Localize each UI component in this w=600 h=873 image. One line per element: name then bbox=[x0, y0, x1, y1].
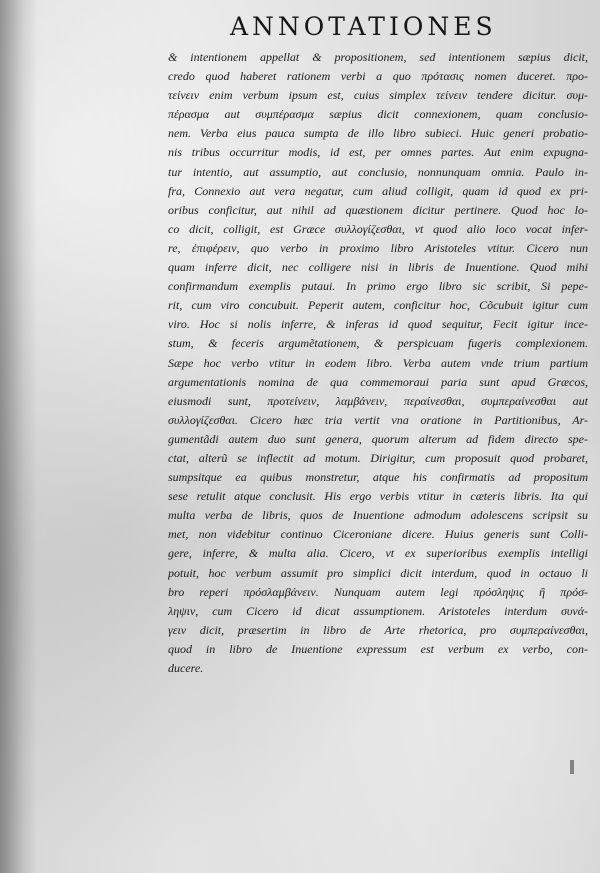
text-line: συλλογίζεσθαι. Cicero hæc tria vertit vna oratione in Partitionibus, Ar- bbox=[168, 412, 588, 427]
text-line: ducere. bbox=[168, 661, 204, 675]
text-line: gumentãdi autem duo sunt genera, quorum alterum ad fidem directo spe- bbox=[168, 431, 588, 446]
text-line: nem. Verba eius pauca sumpta de illo libro subieci. Huic generi probatio- bbox=[168, 126, 588, 141]
text-line: credo quod haberet rationem verbi a quo πρότασις nomen duceret. προ- bbox=[168, 69, 588, 84]
text-line: co dicit, colligit, est Græce συλλογίζεσθαι, vt quod alio loco vocat infer- bbox=[168, 221, 588, 236]
text-line: fra, Connexio aut vera negatur, cum aliud colligit, quam id quod ex pri- bbox=[168, 183, 588, 198]
text-line: Sæpe hoc verbo vtitur in eodem libro. Verba autem vnde trium partium bbox=[168, 355, 588, 370]
text-line: ctat, alterũ se inflectit ad motum. Dirigitur, cum proposuit quod probaret, bbox=[168, 450, 588, 465]
text-line: quod in libro de Inuentione expressum est verbum ex verbo, con- bbox=[168, 641, 588, 656]
text-line: potuit, hoc verbum assumit pro simplici dicit interdum, quod in octauo li bbox=[168, 565, 588, 580]
body-text bbox=[168, 48, 588, 678]
text-line: γειν dicit, præsertim in libro de Arte rhetorica, pro συμπεραίνεσθαι, bbox=[168, 622, 588, 637]
text-line: ληψιν, cum Cicero id dicat assumptionem. Aristoteles interdum συνά- bbox=[168, 603, 588, 618]
text-line: πέρασμα aut συμπέρασμα sæpius dicit connexionem, quam conclusio- bbox=[168, 107, 588, 122]
text-line: sese retulit atque conclusit. His ergo verbis vtitur in cæteris libris. Ita qui bbox=[168, 489, 588, 504]
text-line: oribus conficitur, aut nihil ad quæstionem dicitur pertinere. Quod hoc lo- bbox=[168, 202, 588, 217]
text-line: quam inferre dicit, nec colligere nisi in libris de Inuentione. Quod mihi bbox=[168, 260, 588, 275]
text-line: multa verba de libris, quos de Inuentione admodum adolescens scripsit su bbox=[168, 508, 588, 523]
text-line: met, non videbitur continuo Ciceroniane dicere. Huius generis sunt Colli- bbox=[168, 527, 588, 542]
running-head: ANNOTATIONES bbox=[230, 12, 497, 41]
text-line: tur intentio, aut assumptio, aut conclusio, nonnunquam omnia. Paulo in- bbox=[168, 164, 588, 179]
text-line: & intentionem appellat & propositionem, sed intentionem sæpius dicit, bbox=[168, 50, 588, 64]
text-line: stum, & feceris argumẽtationem, & perspicuam fugeris complexionem. bbox=[168, 336, 588, 351]
text-line: re, ἐπιφέρειν, quo verbo in proximo libro Aristoteles vtitur. Cicero nun bbox=[168, 240, 588, 255]
text-line: bro reperi πρόσλαμβάνειν. Nunquam autem legi πρόσληψις ἢ πρόσ- bbox=[168, 584, 588, 599]
text-line: argumentationis nomina de qua commemoraui paria sunt apud Græcos, bbox=[168, 374, 588, 389]
text-line: rit, cum viro concubuit. Peperit autem, conficitur hoc, Cõcubuit igitur cum bbox=[168, 298, 588, 313]
binding-shadow bbox=[0, 0, 38, 873]
text-line: viro. Hoc si nolis inferre, & inferas id quod sequitur, Fecit igitur ince- bbox=[168, 317, 588, 332]
text-line: sumpsitque ea quibus monstretur, atque his confirmatis ad propositum bbox=[168, 470, 588, 485]
text-line: gere, inferre, & multa alia. Cicero, vt ex superioribus exemplis intelligi bbox=[168, 546, 588, 561]
text-line: confirmandum exemplis putaui. In primo ergo libro sic scribit, Si pepe- bbox=[168, 279, 588, 294]
text-line: eiusmodi sunt, προτείνειν, λαμβάνειν, περαίνεσθαι, συμπεραίνεσθαι aut bbox=[168, 393, 588, 408]
text-line: nis tribus occurritur modis, id est, per omnes partes. Aut enim expugna- bbox=[168, 145, 588, 160]
ink-mark bbox=[570, 760, 574, 774]
text-line: τείνειν enim verbum ipsum est, cuius simplex τείνειν tendere dicitur. συμ- bbox=[168, 88, 588, 103]
